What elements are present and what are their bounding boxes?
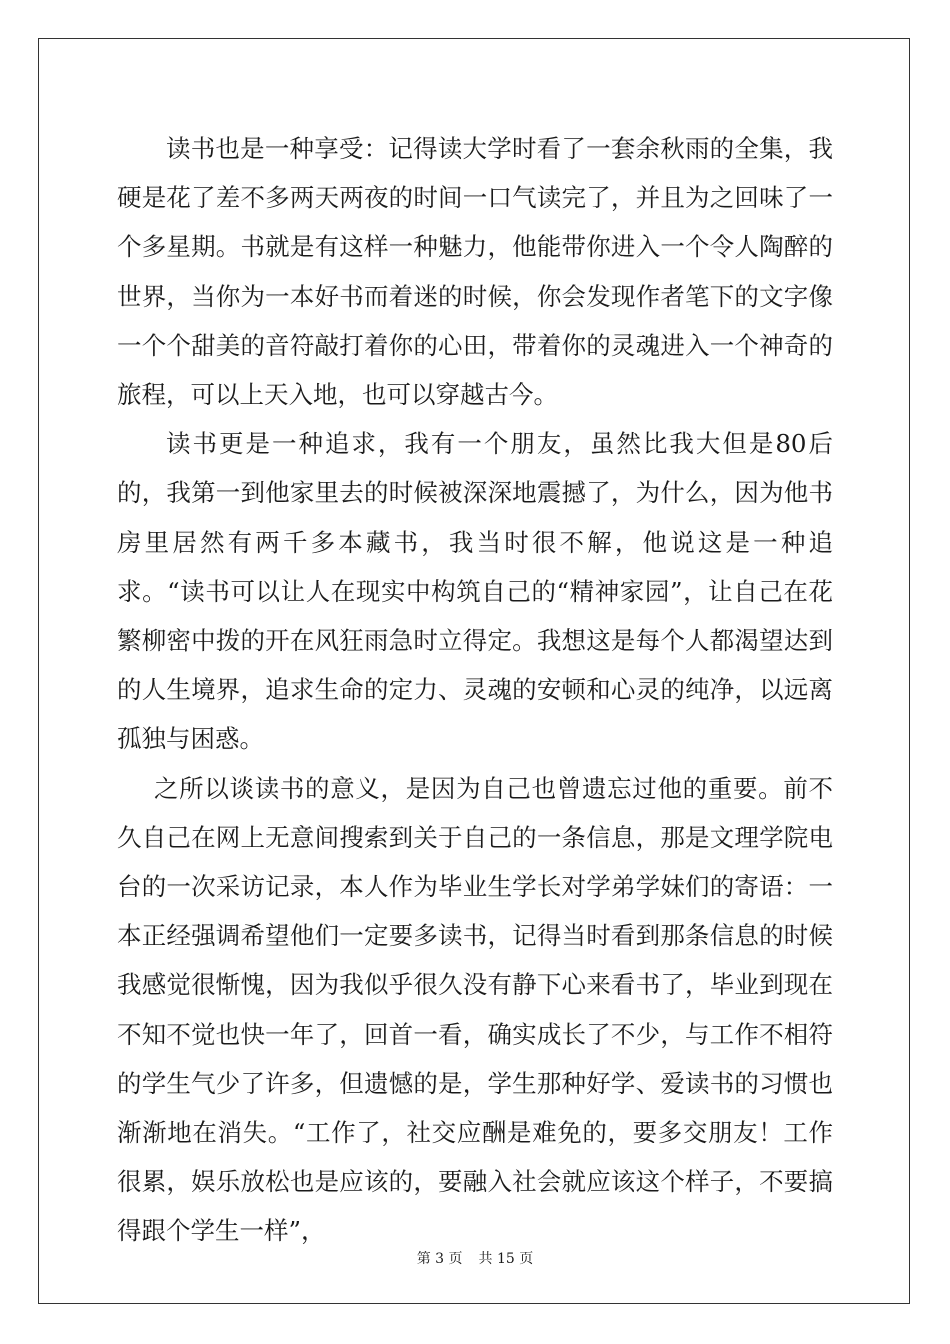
paragraph-1: 读书也是一种享受：记得读大学时看了一套余秋雨的全集，我硬是花了差不多两天两夜的时间一口气读完了，并且为之回味了一个多星期。书就是有这样一种魅力，他能带你进入一个令人陶醉的世界，当你为一本好书而着迷的时候，你会发现作者笔下的文字像一个个甜美的音符敲打着你的心田，带着你的灵魂进入一个神奇的旅程，可以上天入地，也可以穿越古今。 [117,134,833,410]
page-footer [0,1248,950,1268]
page-total: 共 15 页 [478,1251,534,1267]
paragraph-2: 读书更是一种追求，我有一个朋友，虽然比我大但是80后的，我第一到他家里去的时候被深深地震撼了，为什么，因为他书房里居然有两千多本藏书，我当时很不解，他说这是一种追求。“读书可以让人在现实中构筑自己的“精神家园”，让自己在花繁柳密中拨的开在风狂雨急时立得定。我想这是每个人都渴望达到的人生境界，追求生命的定力、灵魂的安顿和心灵的纯净，以远离孤独与困惑。 [117,429,833,754]
paragraph-3: 之所以谈读书的意义，是因为自己也曾遗忘过他的重要。前不久自己在网上无意间搜索到关于自己的一条信息，那是文理学院电台的一次采访记录，本人作为毕业生学长对学弟学妹们的寄语：一本正经强调希望他们一定要多读书，记得当时看到那条信息的时候我感觉很惭愧，因为我似乎很久没有静下心来看书了，毕业到现在不知不觉也快一年了，回首一看，确实成长了不少，与工作不相符的学生气少了许多，但遗憾的是，学生那种好学、爱读书的习惯也渐渐地在消失。“工作了，社交应酬是难免的，要多交朋友！工作很累，娱乐放松也是应该的，要融入社会就应该这个样子，不要搞得跟个学生一样”， [117,773,833,1246]
document-body [117,124,833,1256]
page-number: 第 3 页 [416,1251,463,1267]
